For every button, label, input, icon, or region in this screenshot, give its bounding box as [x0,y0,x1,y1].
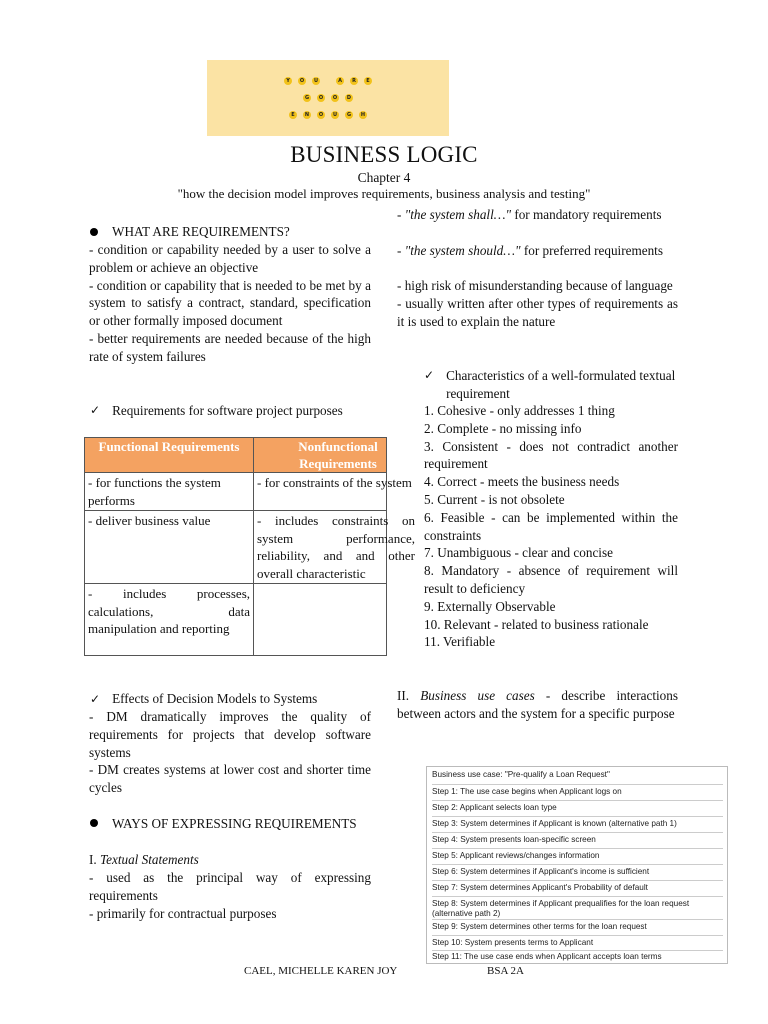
req-heading: ✓ Requirements for software project purposes [90,403,343,418]
banner-letter: O [318,95,324,101]
use-case-step: Step 1: The use case begins when Applicant logs on [432,784,723,797]
what-heading: WHAT ARE REQUIREMENTS? [90,223,380,241]
right-items [397,277,678,330]
table-header-functional: Functional Requirements [85,438,254,473]
table-row [85,473,387,511]
business-use-cases: II. Business use cases - describe interactions between actors and the system for a specific purpose [397,688,678,721]
bullet-icon [90,228,98,236]
effects-item: - DM dramatically improves the quality of requirements for projects that develop software systems [89,709,371,760]
banner-letter: U [313,78,319,84]
subtitle-quote: "how the decision model improves requirements, business analysis and testing" [177,186,591,201]
footer-author: CAEL, MICHELLE KAREN JOY [244,965,398,977]
use-case-step: Step 7: System determines Applicant's Probability of default [432,880,723,893]
shall-item: - "the system shall…" for mandatory requirements [397,207,662,222]
bullet-icon [90,819,98,827]
use-case-step: Step 10: System presents terms to Applicant [432,935,723,948]
banner-letter: A [336,77,344,85]
banner-letter: H [360,112,366,118]
ways-heading: WAYS OF EXPRESSING REQUIREMENTS [90,815,372,833]
table-header-row [85,438,387,473]
table-row [85,511,387,584]
use-case-step: Step 6: System determines if Applicant's income is sufficient [432,864,723,877]
list-item: 1. Cohesive - only addresses 1 thing [424,403,615,418]
what-item: - condition or capability that is needed to be met by a system to satisfy a contract, standard, specification or other formally imposed document [89,277,371,329]
use-case-step: Step 11: The use case ends when Applicant accepts loan terms [432,950,723,962]
what-items [89,241,371,366]
use-case-step: Step 2: Applicant selects loan type [432,800,723,813]
should-item: - "the system should…" for preferred requirements [397,243,663,258]
use-case-step: Step 4: System presents loan-specific screen [432,832,723,845]
right-item: - high risk of misunderstanding because of language [397,278,673,293]
list-item: 3. Consistent - does not contradict another requirement [424,438,678,472]
list-item: 4. Correct - meets the business needs [424,474,620,490]
textual-item: - used as the principal way of expressing requirements [89,870,371,903]
chapter-label: Chapter 4 [357,170,411,185]
banner-letter: E [364,77,372,85]
list-item: 6. Feasible - can be implemented within the constraints [424,509,678,543]
table-cell: - deliver business value [85,511,254,584]
characteristics-heading: ✓ Characteristics of a well-formulated textual requirement [424,368,676,401]
footer-section: BSA 2A [487,965,524,977]
banner-image [207,60,449,136]
banner-letter: U [332,112,338,118]
checkmark-icon: ✓ [90,403,101,417]
banner-line-3 [207,111,449,119]
list-item: 10. Relevant - related to business rationale [424,616,649,632]
use-case-step: Step 5: Applicant reviews/changes information [432,848,723,861]
table-row [85,584,387,656]
use-case-title: Business use case: "Pre-qualify a Loan Request" [432,770,610,779]
right-item: - usually written after other types of requirements as it is used to explain the nature [397,295,678,329]
banner-letter: N [304,112,310,118]
banner-letter: O [332,95,338,101]
effects-heading: ✓ Effects of Decision Models to Systems [90,691,318,706]
table-cell: - for functions the system performs [85,473,254,511]
checkmark-icon: ✓ [424,368,435,382]
banner-letter: R [350,77,358,85]
banner-line-1 [207,77,449,85]
banner-letter: G [346,112,352,118]
characteristics-list [424,402,678,651]
use-case-step: Step 8: System determines if Applicant prequalifies for the loan request (alternative path 2) [432,896,723,919]
textual-statements-heading: I. Textual Statements [89,852,199,867]
textual-items [89,869,371,922]
use-case-step: Step 3: System determines if Applicant is known (alternative path 1) [432,816,723,829]
list-item: 7. Unambiguous - clear and concise [424,545,613,561]
table-cell: - includes processes, calculations, data manipulation and reporting [85,584,254,656]
list-item: 5. Current - is not obsolete [424,491,565,507]
banner-letter: Y [284,77,292,85]
banner-line-2 [207,94,449,102]
list-item: 11. Verifiable [424,634,496,650]
page-title: BUSINESS LOGIC [290,142,478,167]
list-item: 8. Mandatory - absence of requirement will result to deficiency [424,563,678,596]
what-item: - better requirements are needed because of the high rate of system failures [89,330,371,364]
effects-items [89,708,371,797]
use-case-figure [426,766,728,964]
textual-item: - primarily for contractual purposes [89,905,277,921]
what-item: - condition or capability needed by a user to solve a problem or achieve an objective [89,242,371,275]
table-cell [254,584,387,656]
banner-letter: O [318,112,324,118]
table-header-nonfunctional: Nonfunctional Requirements [254,438,387,473]
list-item: 2. Complete - no missing info [424,420,582,436]
effects-item: - DM creates systems at lower cost and shorter time cycles [89,762,371,796]
banner-letter [326,77,330,85]
banner-letter: O [299,78,305,84]
table-cell: - for constraints of the system [254,473,387,511]
requirements-table [84,437,415,656]
use-case-step: Step 9: System determines other terms for the loan request [432,919,723,932]
banner-letter: D [346,95,352,101]
banner-letter: G [304,95,310,101]
banner-letter: E [289,111,297,119]
checkmark-icon: ✓ [90,692,101,706]
list-item: 9. Externally Observable [424,598,556,614]
table-cell: - includes constraints on system performance, reliability, and and other overall characteristic [254,511,387,584]
